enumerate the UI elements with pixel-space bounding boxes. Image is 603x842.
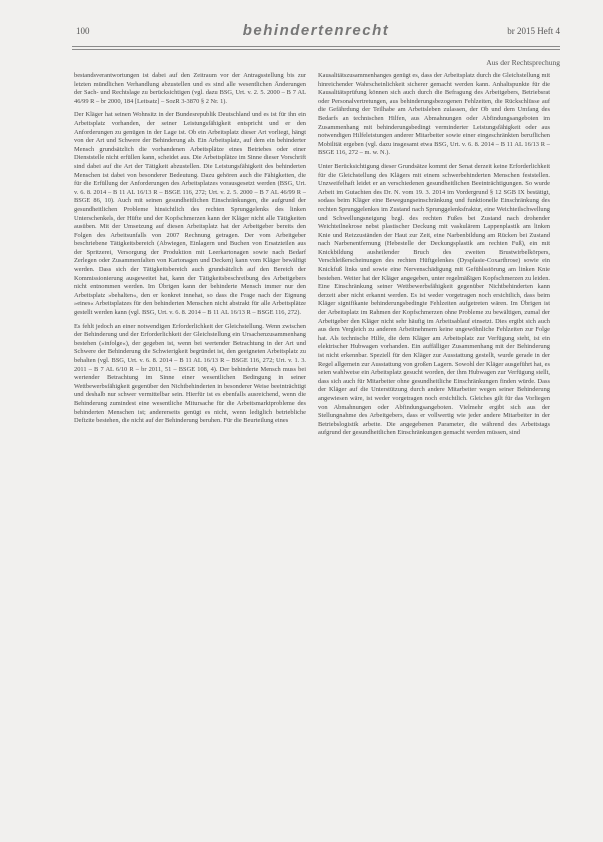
paragraph: Kausalitätszusammenhanges genügt es, dass der Arbeitsplatz durch die Gleichstellung mit hinreichender Wahrscheinlichkeit sicherer gemacht werden kann. Anhaltspunkte für die Kausalitätsprüfung können sich auch durch die Befragung des Arbeitgebers, Betriebsrat oder Personalvertretungen, aus behinderungsbezogenen Fehlzeiten, die Rückschlüsse auf die Gefährdung der Teilhabe am Arbeitsleben zulassen, der Ob und dem Umfang des Bedarfs an technischen Hilfen, aus Abmahnungen oder Abfindungsangeboten im Zusammenhang mit behinderungsbedingt verminderter Leistungsfähigkeit oder aus notwendigen Hilfeleistungen anderer Mitarbeiter sowie einer eingeschränkten beruflichen Mobilität ergeben (vgl. dazu insgesamt etwa BSG, Urt. v. 6. 8. 2014 – B 11 AL 16/13 R – BSGE 116, 272 – m. w. N.). bbox=[318, 72, 550, 157]
paragraph: Der Kläger hat seinen Wohnsitz in der Bundesrepublik Deutschland und es ist für ihn ein Arbeitsplatz vorhanden, der seiner Leistungsfähigkeit entspricht und er den Anforderungen zu genügen in der Lage ist. Ob ein Arbeitsplatz dieser Art vorliegt, hängt von der Art und Schwere der Behinderung ab. Ein Arbeitsplatz, auf dem ein behinderter Mensch grundsätzlich die vorhandenen Arbeitsplätze eines Betriebes oder einer Dienststelle nicht erfüllen kann, scheidet aus. Die Arbeitsplätze im Sinne dieser Vorschrift sind dabei auf die Art der Tätigkeit abzustellen. Die Leistungsfähigkeit des behinderten Menschen ist dabei von besonderer Bedeutung. Dazu gehören auch die Fähigkeiten, die für die Erfüllung der Anforderungen des Arbeitsplatzes vorausgesetzt werden (BSG, Urt. v. 6. 8. 2014 – B 11 AL 16/13 R – BSGE 116, 272; Urt. v. 2. 5. 2000 – B 7 AL 46/99 R – BSGE 86, 10). Auch mit seinen gesundheitlichen Einschränkungen, die aufgrund der gesundheitlichen Probleme hinsichtlich des rechten Sprunggelenks des linken Unterschenkels, der Hüfte und der Kopfschmerzen kann der Kläger nicht alle Tätigkeiten ausüben. Mit der Umsetzung auf diesen Arbeitsplatz hat der Arbeitgeber bereits den Folgen des Arbeitsunfalls von 2007 Rechnung getragen. Der vom Arbeitgeber beschriebene Tätigkeitsbereich (Abwiegen, Einlagern und Buchen von Ersatzteilen aus der Spritzerei, Versorgung der Produktion mit Leerkartonagen sowie nach Bedarf Zerlegen oder Zusammenfalten von Kartonagen und Decken) kann vom Kläger bewältigt werden. Dass sich der Tätigkeitsbereich auch grundsätzlich auf den Bereich der Kommissionierung ausgeweitet hat, kann der Tätigkeitsbeschreibung des Arbeitgebers nicht entnommen werden. Im Übrigen kann der behinderte Mensch immer nur den Arbeitsplatz »behalten«, den er konkret innehat, so dass die Frage nach der Eignung »eines« Arbeitsplatzes für den behinderten Menschen nicht abstrakt für alle Arbeitsplätze gestellt werden kann (vgl. BSG, Urt. v. 6. 8. 2014 – B 11 AL 16/13 R – BSGE 116, 272). bbox=[74, 111, 306, 317]
paragraph: Unter Berücksichtigung dieser Grundsätze kommt der Senat derzeit keine Erforderlichkeit für die Gleichstellung des Klägers mit einem schwerbehinderten Menschen feststellen. Unzweifelhaft leidet er an verschiedenen gesundheitlichen Beeinträchtigungen. So wurde Arbeit im Gutachten des Dr. N. vom 19. 3. 2014 im Vordergrund § 12 SGB IX bestätigt, sodass beim Kläger eine Bewegungseinschränkung und funktionelle Einschränkung des rechten Sprunggelenkes im Zustand nach Sprunggelenksfraktur, eine Weichteilschwellung und Schwellungsneigung bzgl. des rechten Fußes bei Zustand nach drohender Weichteilnekrose nebst plastischer Deckung mit vaskulärem Lappenplastik am linken Knie und Reizzuständen der Haut zur Zeit, eine Narbenbildung am Rücken bei Zustand nach Narbenentfernung (Hebestelle der Deckungsplastik am rechten Fuß), ein mit Knickbildung ausheilender Bruch des zweiten Brustwirbelkörpers, Verschleißerscheinungen des rechten Hüftgelenkes (Dysplasie-Coxarthrose) sowie ein Knickfuß links und sowie eine Nervenschädigung mit Gefühlsstörung am linken Knie bestehen. Weiter hat der Kläger angegeben, unter regelmäßigen Kopfschmerzen zu leiden. Eine Einschränkung seiner Wettbewerbsfähigkeit gegenüber Nichtbehinderten kann derzeit aber nicht erkannt werden. Es ist weder vorgetragen noch ersichtlich, dass beim Kläger signifikante behinderungsbedingte Fehlzeiten aufgetreten wären. Im Übrigen ist der Arbeitsplatz im Rahmen der Kopfschmerzen ohne Probleme zu bewältigen, zumal der Arbeitgeber den Kläger nicht sehr häufig im Arbeitsablauf einsetzt. Dies ergibt sich auch aus dem Vergleich zu anderen Arbeitnehmern keine ungewöhnliche Fehlzeiten zur Folge hat. Als technische Hilfe, die dem Kläger am Arbeitsplatz zur Verfügung steht, ist ein elektrischer Hubwagen vorhanden. Ein auffälliger Zusammenhang mit der Behinderung ist nicht erkennbar. Speziell für den Kläger zur Ausstattung gestellt, wurde gerade in der Regel allgemein zur Ausstattung von großen Lagern. Sowohl der Kläger ausgeführt hat, es seien wahlweise ein Arbeitsplatz gesucht worden, der ihm Hubwagen zur Verfügung stellt, dass sich auch für Mitarbeiter ohne gesundheitliche Einschränkungen finden würde. Dass der Kläger auf die Unterstützung durch andere Mitarbeiter wegen seiner Behinderung angewiesen wäre, ist weder vorgetragen noch ersichtlich. Gleiches gilt für das Vorliegen von Abmahnungen oder Abfindungsangeboten. Vielmehr ergibt sich aus der Stellungnahme des Arbeitgebers, dass er vollwertig wie jeder andere Mitarbeiter in der Betriebslogistik arbeite. Die angegebenen Parameter, die während des Arbeitstags aufgrund der gesundheitlichen Einschränkungen gemacht werden müssen, sind bbox=[318, 162, 550, 437]
text-column-left bbox=[74, 72, 306, 431]
issue-label: br 2015 Heft 4 bbox=[507, 26, 560, 36]
header-rule-bottom bbox=[72, 49, 560, 50]
page-header bbox=[72, 22, 560, 44]
paragraph: bestandsverantwortungen ist dabei auf den Zeitraum vor der Antragsstellung bis zur letzten mündlichen Verhandlung abzustellen und es sind alle wesentlichen Änderungen der Sach- und Rechtslage zu berücksichtigen (vgl. dazu BSG, Urt. v. 2. 5. 2000 – B 7 AL 46/99 R – br 2000, 184 [Leitsatz] – SozR 3-3870 § 2 Nr. 1). bbox=[74, 72, 306, 105]
section-label: Aus der Rechtsprechung bbox=[486, 58, 560, 67]
paragraph: Es fehlt jedoch an einer notwendigen Erforderlichkeit der Gleichstellung. Wenn zwischen der Behinderung und der Erforderlichkeit der Gleichstellung ein Ursachenzusammenhang bestehen (»infolge«), der gegeben ist, wenn bei wertender Betrachtung in der Art und Schwere der Behinderung die Schwierigkeit begründet ist, den geeigneten Arbeitsplatz zu behalten (vgl. BSG, Urt. v. 6. 8. 2014 – B 11 AL 16/13 R – BSGE 116, 272; Urt. v. 1. 3. 2011 – B 7 AL 6/10 R – br 2011, 51 – BSGE 108, 4). Der behinderte Mensch muss bei wertender Betrachtung im Sinne einer wesentlichen Bedingung in seiner Wettbewerbsfähigkeit gegenüber den Nichtbehinderten in besonderer Weise beeinträchtigt und deshalb nur schwer vermittelbar sein. Hierfür ist es ebenfalls ausreichend, wenn die Behinderung zumindest eine wesentliche Mitursache für die Arbeitsmarktprobleme des behinderten Menschen ist; andererseits genügt es nicht, wenn lediglich betriebliche Defizite bestehen, die nicht auf der Behinderung beruhen. Für die Beurteilung eines bbox=[74, 322, 306, 425]
journal-title: behindertenrecht bbox=[242, 22, 390, 39]
header-rule-top bbox=[72, 46, 560, 47]
page-number: 100 bbox=[76, 26, 90, 36]
text-column-right bbox=[318, 72, 550, 443]
